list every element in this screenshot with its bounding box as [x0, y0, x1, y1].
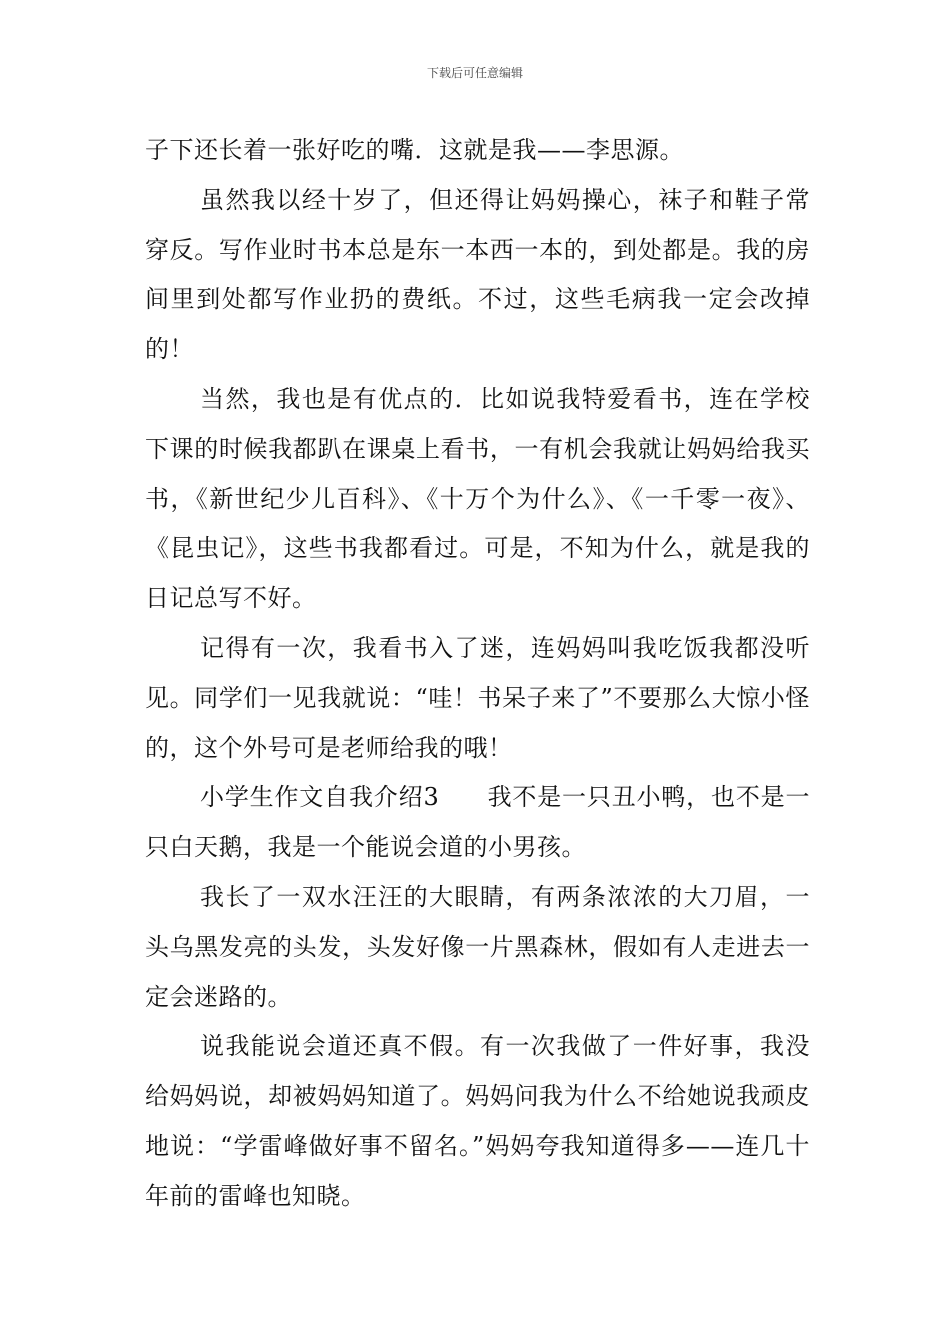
paragraph: 说我能说会道还真不假。有一次我做了一件好事，我没给妈妈说，却被妈妈知道了。妈妈问我为什么不给她说我顽皮地说：“学雷峰做好事不留名。”妈妈夸我知道得多——连几十年前的雷峰也知晓。 — [145, 1032, 810, 1210]
paragraph: 记得有一次，我看书入了迷，连妈妈叫我吃饭我都没听见。同学们一见我就说：“哇！书呆子来了”不要那么大惊小怪的，这个外号可是老师给我的哦！ — [145, 633, 810, 762]
paragraph: 虽然我以经十岁了，但还得让妈妈操心，袜子和鞋子常穿反。写作业时书本总是东一本西一本的，到处都是。我的房间里到处都写作业扔的费纸。不过，这些毛病我一定会改掉的！ — [145, 185, 810, 364]
document-body — [145, 126, 810, 1222]
section-text: 我不是一只丑小鸭，也不是一只白天鹅，我是一个能说会道的小男孩。 — [145, 783, 810, 862]
paragraph: 子下还长着一张好吃的嘴．这就是我——李思源。 — [145, 136, 684, 164]
page-header: 下载后可任意编辑 — [426, 66, 523, 80]
section-title: 小学生作文自我介绍3 — [200, 783, 440, 812]
paragraph: 当然，我也是有优点的．比如说我特爱看书，连在学校下课的时候我都趴在课桌上看书，一有机会我就让妈妈给我买书，《新世纪少儿百科》、《十万个为什么》、《一千零一夜》、《昆虫记》，这些书我都看过。可是，不知为什么，就是我的日记总写不好。 — [145, 384, 810, 613]
paragraph: 我长了一双水汪汪的大眼睛，有两条浓浓的大刀眉，一头乌黑发亮的头发，头发好像一片黑森林，假如有人走进去一定会迷路的。 — [145, 882, 810, 1011]
section-paragraph — [145, 773, 810, 873]
